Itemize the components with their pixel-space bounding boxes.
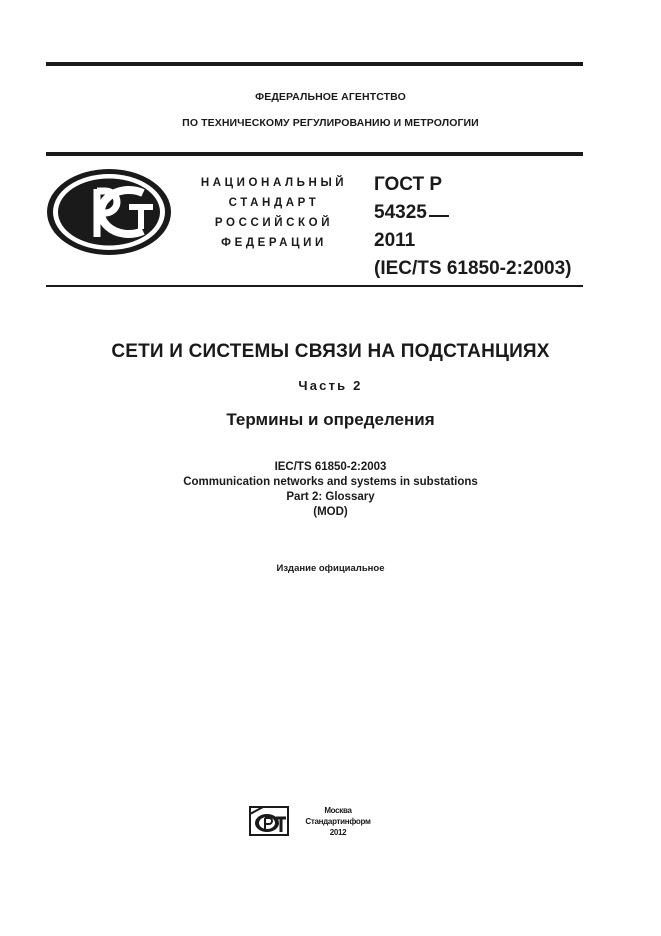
intl-line: Part 2: Glossary (286, 491, 375, 503)
national-line: НАЦИОНАЛЬНЫЙ (200, 177, 348, 189)
national-line: ФЕДЕРАЦИИ (221, 237, 327, 249)
intl-line: IEC/TS 61850-2:2003 (274, 461, 387, 473)
document-subtitle: Термины и определения (226, 410, 435, 429)
national-line: РОССИЙСКОЙ (214, 217, 334, 229)
part-label: Часть 2 (298, 378, 363, 393)
top-rule (46, 62, 583, 66)
agency-line-2: ПО ТЕХНИЧЕСКОМУ РЕГУЛИРОВАНИЮ И МЕТРОЛОГИИ (182, 117, 479, 129)
publisher-city: Москва (324, 806, 352, 815)
national-line: СТАНДАРТ (228, 197, 320, 209)
publisher-year: 2012 (329, 828, 347, 837)
document-title: СЕТИ И СИСТЕМЫ СВЯЗИ НА ПОДСТАНЦИЯХ (111, 341, 550, 362)
national-standard-label (184, 173, 364, 253)
publisher-info (298, 805, 378, 838)
gost-year: 2011 (374, 230, 416, 251)
publisher-name: Стандартинформ (305, 817, 371, 826)
intl-line: Communication networks and systems in substations (183, 476, 478, 488)
edition-label: Издание официальное (276, 563, 385, 574)
bottom-rule (46, 285, 583, 287)
gost-line-1: ГОСТ Р (374, 174, 443, 195)
middle-rule (46, 152, 583, 156)
rst-emblem-icon (45, 167, 173, 257)
gost-number: 54325 (374, 202, 427, 223)
gost-designation (374, 171, 572, 283)
agency-line-1: ФЕДЕРАЛЬНОЕ АГЕНТСТВО (255, 91, 406, 103)
international-reference (0, 460, 661, 520)
gost-dash (429, 215, 449, 217)
intl-line: (MOD) (313, 506, 348, 518)
gost-number-line (374, 199, 572, 227)
gost-reference: (IEC/TS 61850-2:2003) (374, 258, 572, 279)
standartinform-logo-icon (249, 806, 289, 836)
